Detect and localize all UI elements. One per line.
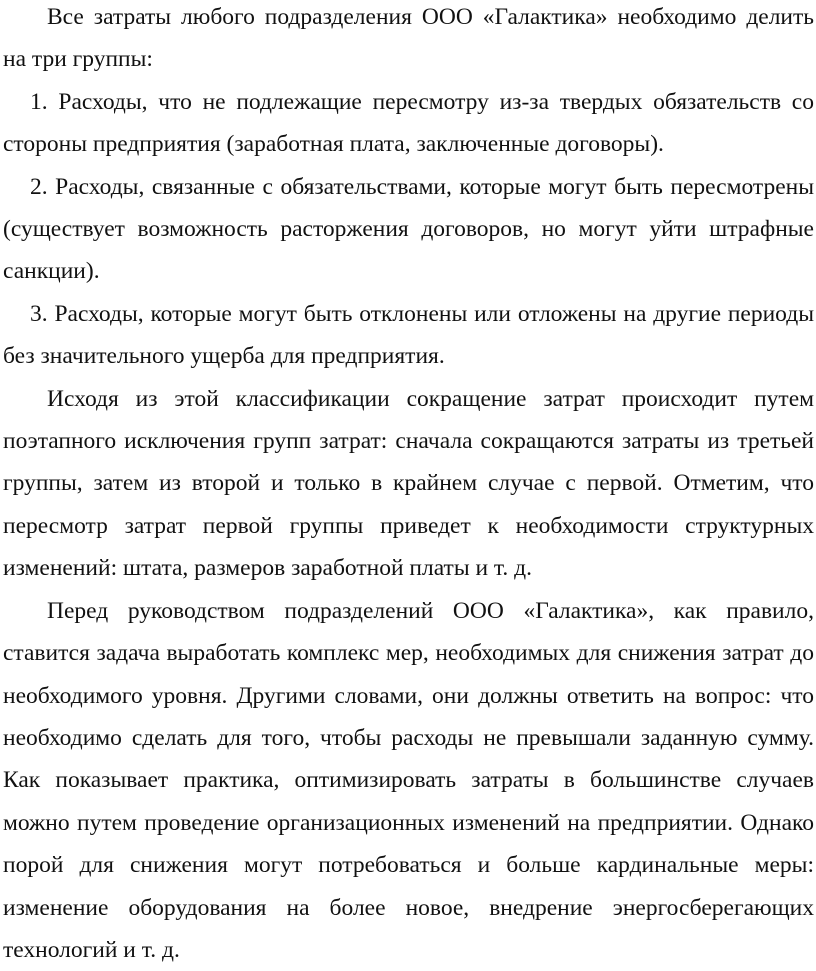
list-item-2: 2. Расходы, связанные с обязательствами, которые могут быть пересмотрены (существует возможность расторжения договоров, но могут уйти штрафные санкции). bbox=[3, 173, 814, 285]
paragraph-intro: Все затраты любого подразделения ООО «Галактика» необходимо делить на три группы: bbox=[3, 4, 814, 73]
list-item-3: 3. Расходы, которые могут быть отклонены или отложены на другие периоды без значительного ущерба для предприятия. bbox=[3, 300, 814, 370]
list-item-1: 1. Расходы, что не подлежащие пересмотру из-за твердых обязательств со стороны предприятия (заработная плата, заключенные договоры). bbox=[3, 88, 814, 158]
paragraph-management: Перед руководством подразделений ООО «Галактика», как правило, ставится задача выработать комплекс мер, необходимых для снижения затрат до необходимого уровня. Другими словами, они должны ответить на вопрос: что необходимо сделать для того, чтобы расходы не превышали заданную сумму. Как показывает практика, оптимизировать затраты в большинстве случаев можно путем проведение организационных изменений на предприятии. Однако порой для снижения могут потребоваться и больше кардинальные меры: изменение оборудования на более новое, внедрение энергосберегающих технологий и т. д. bbox=[3, 597, 814, 963]
paragraph-classification: Исходя из этой классификации сокращение затрат происходит путем поэтапного исключения групп затрат: сначала сокращаются затраты из третьей группы, затем из второй и только в крайнем случае с первой. Отметим, что пересмотр затрат первой группы приведет к необходимости структурных изменений: штата, размеров заработной платы и т. д. bbox=[3, 385, 814, 582]
